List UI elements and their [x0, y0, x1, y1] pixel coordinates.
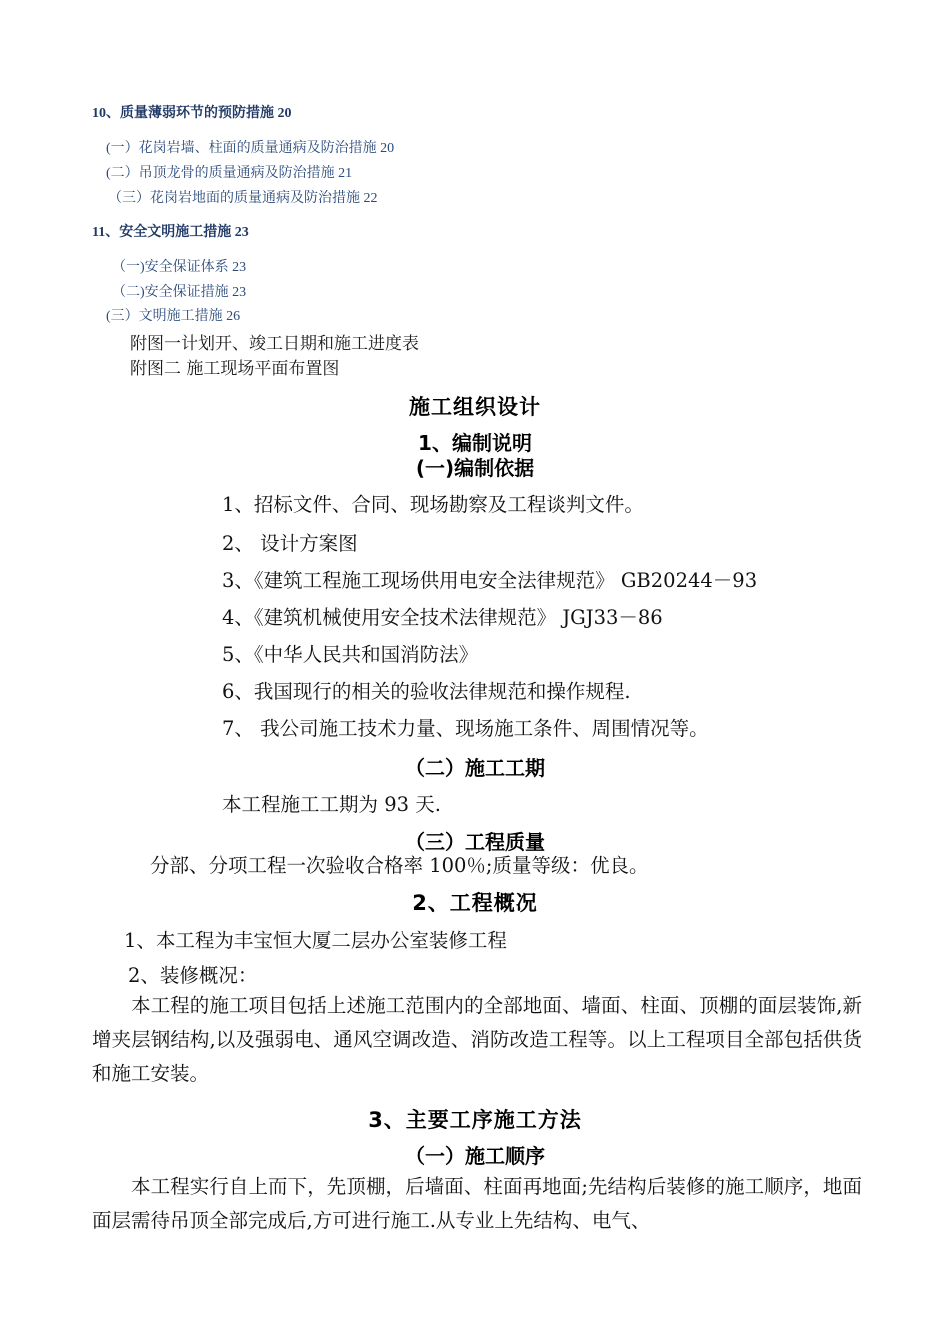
basis-item: 4、《建筑机械使用安全技术法律规范》 JGJ33－86 [222, 606, 663, 629]
basis-item: 5、《中华人民共和国消防法》 [222, 643, 479, 666]
section-heading-2: 2、工程概况 [412, 891, 538, 915]
toc-item[interactable]: （一)安全保证体系 23 [112, 260, 247, 275]
subsection-heading-period: （二）施工工期 [405, 756, 545, 780]
toc-heading-10[interactable]: 10、质量薄弱环节的预防措施 20 [92, 106, 292, 121]
basis-item: 7、 我公司施工技术力量、现场施工条件、周围情况等。 [222, 717, 709, 740]
quality-text: 分部、分项工程一次验收合格率 100％;质量等级：优良。 [150, 854, 649, 877]
basis-item: 2、 设计方案图 [222, 532, 358, 555]
document-title: 施工组织设计 [409, 395, 541, 419]
appendix-item: 附图一计划开、竣工日期和施工进度表 [130, 334, 419, 354]
appendix-item: 附图二 施工现场平面布置图 [130, 359, 340, 379]
toc-item[interactable]: (一）花岗岩墙、柱面的质量通病及防治措施 20 [106, 141, 395, 156]
toc-item[interactable]: (二）吊顶龙骨的质量通病及防治措施 21 [106, 166, 353, 181]
sequence-paragraph: 本工程实行自上而下，先顶棚，后墙面、柱面再地面;先结构后装修的施工顺序，地面面层需待吊顶全部完成后,方可进行施工.从专业上先结构、电气、 [92, 1175, 862, 1232]
subsection-heading-quality: （三）工程质量 [405, 830, 545, 854]
overview-item: 2、装修概况： [128, 964, 258, 987]
subsection-heading-basis: (一)编制依据 [415, 456, 535, 480]
basis-item: 1、招标文件、合同、现场勘察及工程谈判文件。 [222, 493, 644, 516]
overview-item: 1、本工程为丰宝恒大厦二层办公室装修工程 [124, 929, 507, 952]
section-heading-3: 3、主要工序施工方法 [368, 1108, 582, 1132]
subsection-heading-sequence: （一）施工顺序 [405, 1144, 545, 1168]
period-text: 本工程施工工期为 93 天. [222, 793, 441, 816]
toc-item[interactable]: （二)安全保证措施 23 [112, 285, 247, 300]
toc-item[interactable]: （三）花岗岩地面的质量通病及防治措施 22 [108, 191, 378, 206]
overview-paragraph: 本工程的施工项目包括上述施工范围内的全部地面、墙面、柱面、顶棚的面层装饰,新增夹层钢结构,以及强弱电、通风空调改造、消防改造工程等。以上工程项目全部包括供货和施工安装。 [92, 994, 862, 1085]
toc-heading-11[interactable]: 11、安全文明施工措施 23 [92, 225, 249, 240]
basis-item: 6、我国现行的相关的验收法律规范和操作规程. [222, 680, 631, 703]
section-heading-1: 1、编制说明 [418, 431, 532, 455]
basis-item: 3、《建筑工程施工现场供用电安全法律规范》 GB20244－93 [222, 569, 758, 592]
toc-item[interactable]: (三）文明施工措施 26 [106, 309, 241, 324]
